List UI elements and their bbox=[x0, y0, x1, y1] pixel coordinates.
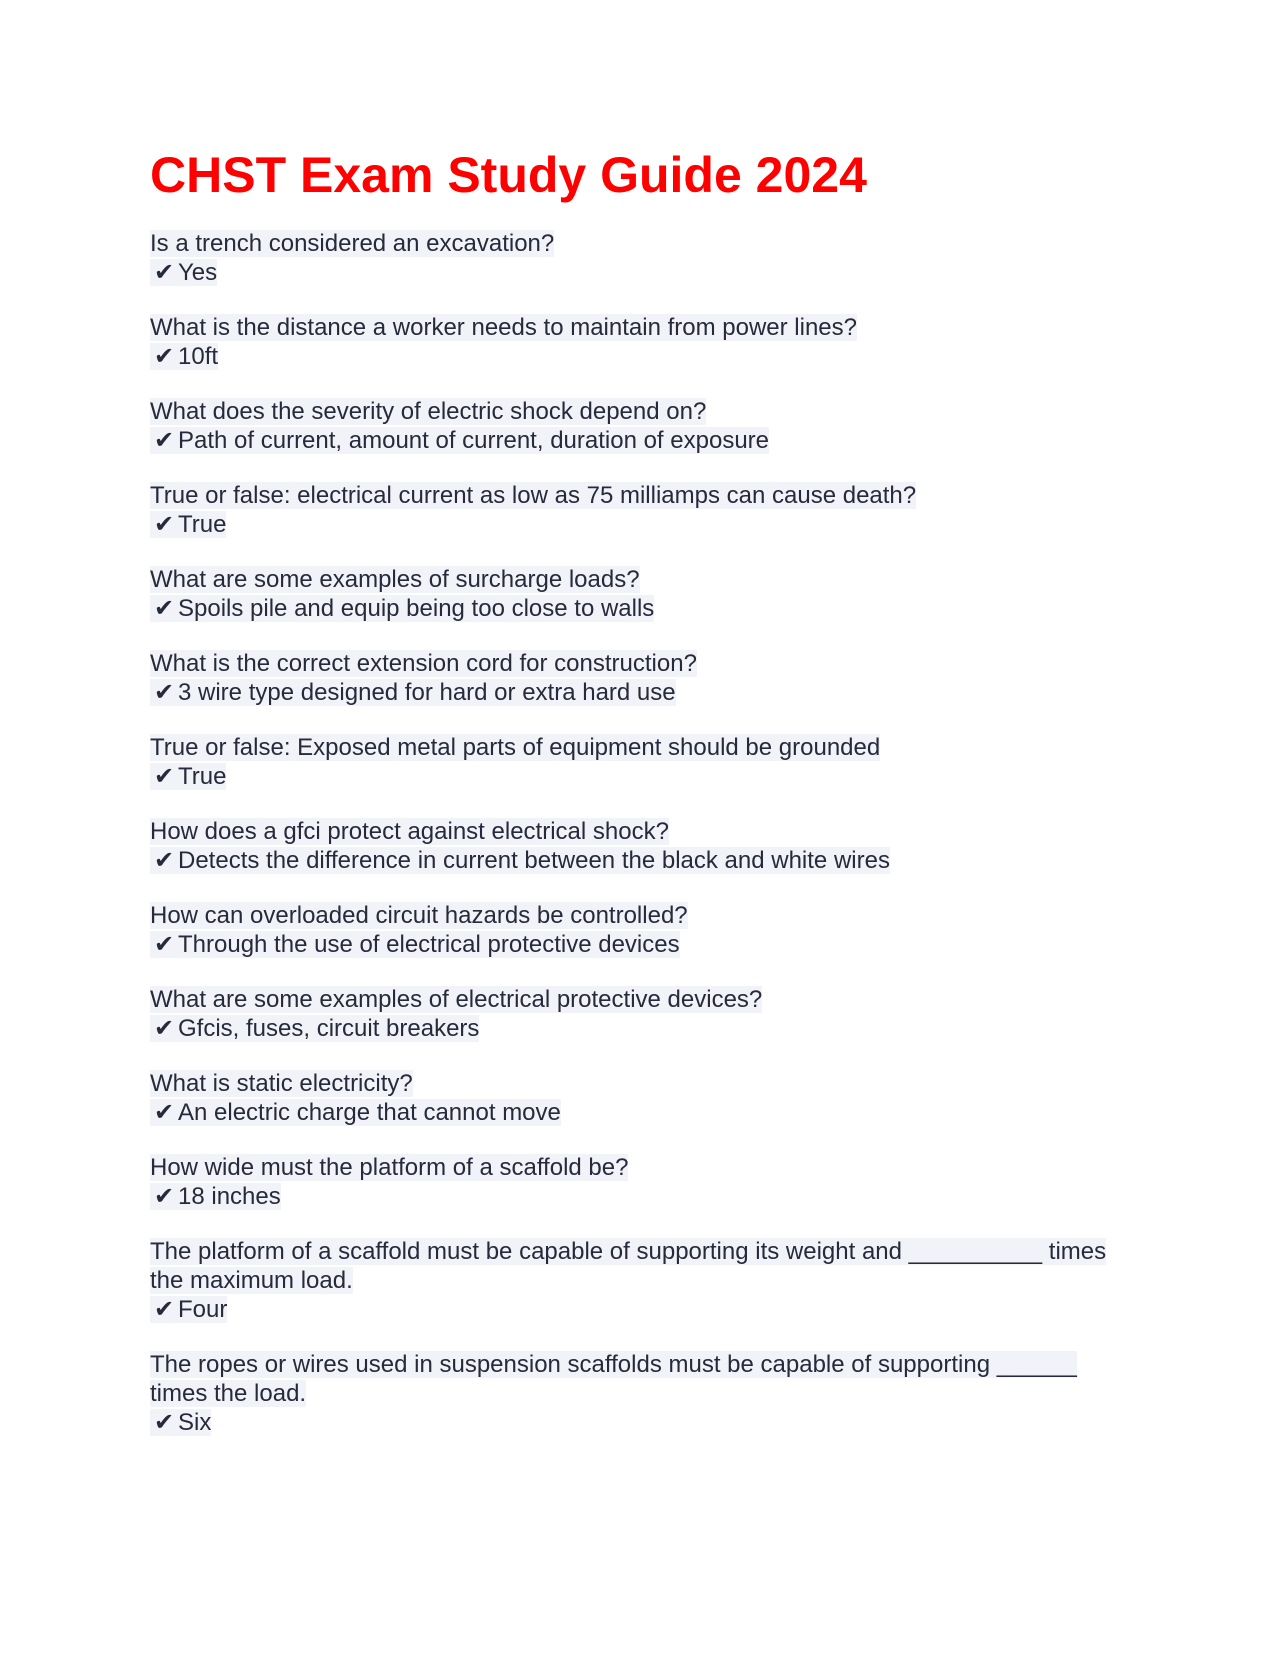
check-mark-icon: ✔ bbox=[153, 595, 175, 622]
check-mark-icon: ✔ bbox=[153, 763, 175, 790]
answer-text: 18 inches bbox=[178, 1183, 281, 1210]
answer-text: True bbox=[178, 511, 227, 538]
question-text: How can overloaded circuit hazards be controlled? bbox=[150, 902, 688, 929]
answer-text: 10ft bbox=[178, 343, 219, 370]
question-text: Is a trench considered an excavation? bbox=[150, 230, 555, 257]
qa-item bbox=[150, 985, 1130, 1043]
question-text: True or false: Exposed metal parts of equipment should be grounded bbox=[150, 734, 881, 761]
question-text: What is the correct extension cord for construction? bbox=[150, 650, 697, 677]
answer-text: Path of current, amount of current, duration of exposure bbox=[178, 427, 769, 454]
check-mark-icon: ✔ bbox=[153, 427, 175, 454]
answer-text: Through the use of electrical protective devices bbox=[178, 931, 680, 958]
check-mark-icon: ✔ bbox=[153, 847, 175, 874]
check-mark-icon: ✔ bbox=[153, 259, 175, 286]
question-text: The platform of a scaffold must be capable of supporting its weight and __________ times the maximum load. bbox=[150, 1238, 1107, 1294]
question-text: What is the distance a worker needs to maintain from power lines? bbox=[150, 314, 858, 341]
qa-item bbox=[150, 397, 1130, 455]
check-mark-icon: ✔ bbox=[153, 1015, 175, 1042]
qa-item bbox=[150, 565, 1130, 623]
answer-text: Four bbox=[178, 1296, 228, 1323]
check-mark-icon: ✔ bbox=[153, 1099, 175, 1126]
qa-item bbox=[150, 1237, 1130, 1324]
answer-text: True bbox=[178, 763, 227, 790]
answer-text: Spoils pile and equip being too close to walls bbox=[178, 595, 655, 622]
question-text: How wide must the platform of a scaffold be? bbox=[150, 1154, 629, 1181]
question-text: What is static electricity? bbox=[150, 1070, 413, 1097]
qa-item bbox=[150, 1153, 1130, 1211]
page-title: CHST Exam Study Guide 2024 bbox=[150, 147, 867, 203]
qa-item bbox=[150, 481, 1130, 539]
check-mark-icon: ✔ bbox=[153, 511, 175, 538]
question-text: True or false: electrical current as low as 75 milliamps can cause death? bbox=[150, 482, 917, 509]
document-page bbox=[150, 145, 1130, 1463]
answer-text: Six bbox=[178, 1409, 212, 1436]
check-mark-icon: ✔ bbox=[153, 343, 175, 370]
question-text: What are some examples of surcharge loads? bbox=[150, 566, 640, 593]
answer-text: 3 wire type designed for hard or extra hard use bbox=[178, 679, 676, 706]
qa-item bbox=[150, 817, 1130, 875]
check-mark-icon: ✔ bbox=[153, 1296, 175, 1323]
qa-item bbox=[150, 901, 1130, 959]
qa-item bbox=[150, 313, 1130, 371]
question-text: What does the severity of electric shock depend on? bbox=[150, 398, 707, 425]
qa-item bbox=[150, 1350, 1130, 1437]
qa-item bbox=[150, 733, 1130, 791]
question-text: What are some examples of electrical protective devices? bbox=[150, 986, 763, 1013]
qa-item bbox=[150, 229, 1130, 287]
check-mark-icon: ✔ bbox=[153, 931, 175, 958]
answer-text: Gfcis, fuses, circuit breakers bbox=[178, 1015, 480, 1042]
qa-item bbox=[150, 1069, 1130, 1127]
question-text: The ropes or wires used in suspension scaffolds must be capable of supporting ______ times the load. bbox=[150, 1351, 1077, 1407]
qa-item bbox=[150, 649, 1130, 707]
check-mark-icon: ✔ bbox=[153, 1409, 175, 1436]
check-mark-icon: ✔ bbox=[153, 679, 175, 706]
question-text: How does a gfci protect against electrical shock? bbox=[150, 818, 669, 845]
answer-text: An electric charge that cannot move bbox=[178, 1099, 561, 1126]
check-mark-icon: ✔ bbox=[153, 1183, 175, 1210]
answer-text: Detects the difference in current between the black and white wires bbox=[178, 847, 890, 874]
answer-text: Yes bbox=[178, 259, 218, 286]
